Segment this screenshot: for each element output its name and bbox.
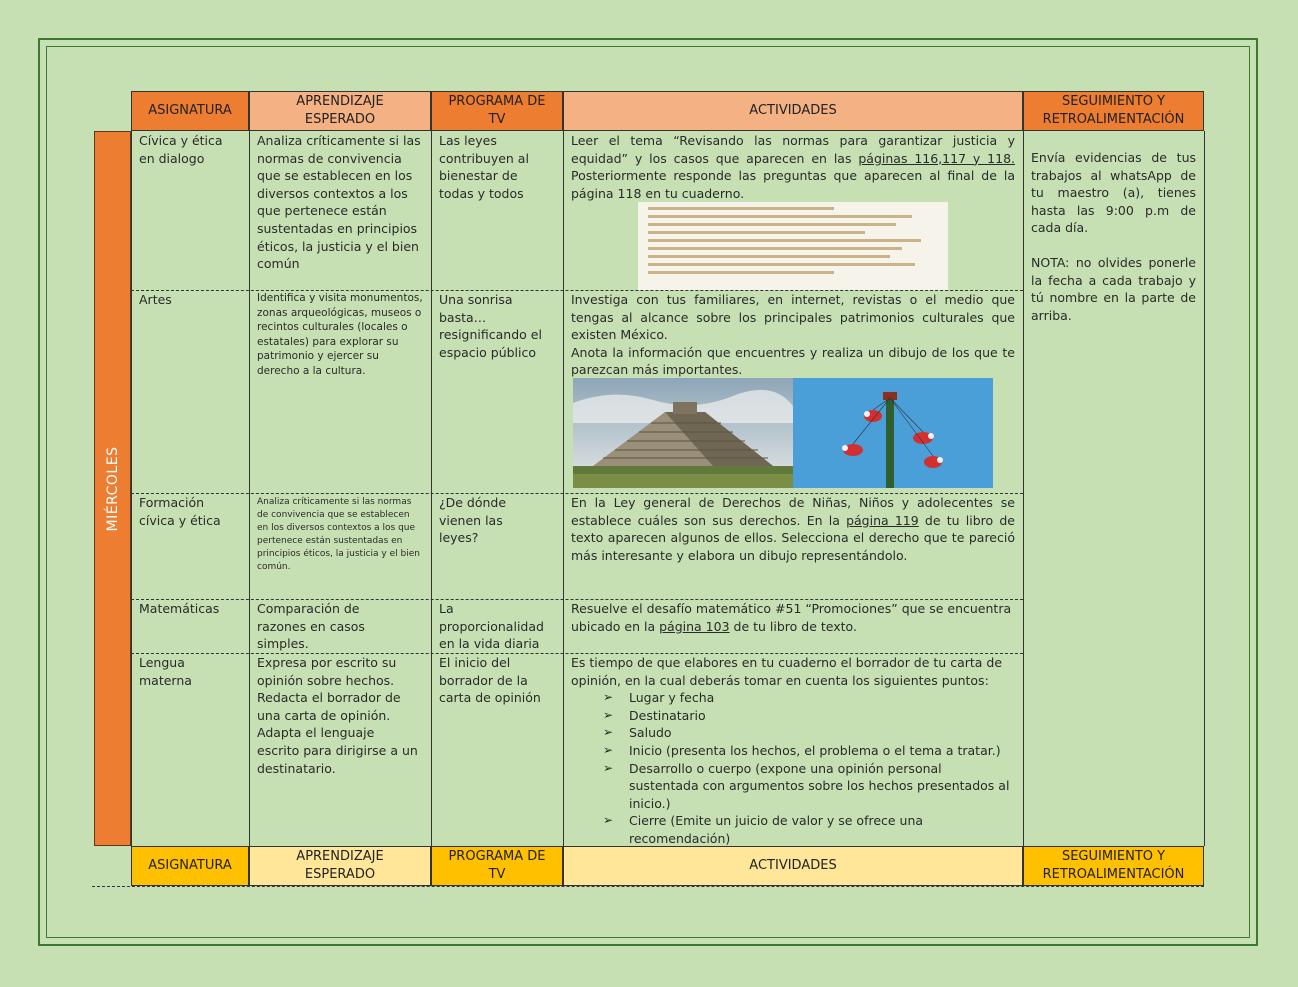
row3-aprendizaje: Analiza críticamente si las normas de convivencia que se establecen en los diversos contextos a los que pertenece están sustentadas en principios éticos, la justicia y el bien común. <box>257 497 420 572</box>
pyramid-photo <box>573 378 793 488</box>
bottom-rule <box>92 886 1204 887</box>
row3-actividad-text: En la Ley general de Derechos de Niñas, Niños y adolecentes se establece cuáles son sus derechos. En la <box>571 495 1015 528</box>
footer-actividades <box>563 846 1023 886</box>
seguimiento-note: NOTA: no olvides ponerle la fecha a cada trabajo y tú nombre en la parte de arriba. <box>1031 254 1196 323</box>
row1-actividad <box>563 131 1023 203</box>
list-item: ➢ Saludo <box>603 724 1015 742</box>
voladores-photo <box>793 378 993 488</box>
day-label: MIÉRCOLES <box>104 446 121 531</box>
footer-asignatura <box>131 846 249 886</box>
row2-actividad-text-2: Anota la información que encuentres y realiza un dibujo de los que te parezcan más importantes. <box>571 344 1015 378</box>
row4-asignatura: Matemáticas <box>139 601 220 616</box>
list-item: ➢ Desarrollo o cuerpo (expone una opinión personal sustentada con argumentos sobre los hechos presentados al inicio.) <box>603 760 1015 813</box>
row4-actividad-text: Resuelve el desafío matemático #51 “Promociones” que se encuentra ubicado en la <box>571 601 1012 634</box>
row2-actividad-text: Investiga con tus familiares, en internet, revistas o el medio que tengas al alcance sobre los principales patrimonios culturales que existen México. <box>571 292 1015 343</box>
row4-actividad <box>563 599 1023 653</box>
row3-asignatura: Formación cívica y ética <box>139 495 221 528</box>
list-item: ➢ Lugar y fecha <box>603 689 1015 707</box>
footer-actividades-label: ACTIVIDADES <box>749 858 837 873</box>
row1-actividad-text: Leer el tema “Revisando las normas para garantizar justicia y equidad” y los casos que aparecen en las <box>571 133 1015 166</box>
row4-programa: La proporcionalidad en la vida diaria <box>439 601 544 652</box>
row1-actividad-text-2: Posteriormente responde las preguntas que aparecen al final de la página 118 en tu cuaderno. <box>571 168 1015 201</box>
footer-aprendizaje-label: APRENDIZAJE ESPERADO <box>296 849 384 882</box>
header-actividades-label: ACTIVIDADES <box>749 103 837 118</box>
list-item: ➢ Cierre (Emite un juicio de valor y se ofrece una recomendación) <box>603 812 1015 847</box>
footer-asignatura-label: ASIGNATURA <box>148 858 232 873</box>
row1-aprendizaje: Analiza críticamente si las normas de convivencia que se establecen en los diversos contextos a los que pertenece están sustentadas en principios éticos, la justicia y el bien común <box>257 133 421 272</box>
header-actividades <box>563 91 1023 131</box>
row2-programa: Una sonrisa basta… resignificando el espacio público <box>439 292 542 360</box>
row3-actividad-link: página 119 <box>846 512 919 528</box>
footer-aprendizaje <box>249 846 431 886</box>
seguimiento-text: Envía evidencias de tus trabajos al whatsApp de tu maestro (a), tienes hasta las 9:00 p.m de cada día. <box>1031 150 1196 236</box>
textbook-questions-image <box>638 202 948 290</box>
day-label-cell <box>94 131 131 846</box>
row2-asignatura: Artes <box>139 292 172 307</box>
row5-aprendizaje: Expresa por escrito su opinión sobre hechos. Redacta el borrador de una carta de opinión. Adapta el lenguaje escrito para dirigirse a un destinatario. <box>257 655 418 776</box>
row1-programa: Las leyes contribuyen al bienestar de todas y todos <box>439 133 529 201</box>
row3-actividad <box>563 493 1023 599</box>
header-asignatura <box>131 91 249 131</box>
header-seguimiento-label: SEGUIMIENTO Y RETROALIMENTACIÓN <box>1042 94 1185 127</box>
footer-seguimiento <box>1023 846 1204 886</box>
header-aprendizaje <box>249 91 431 131</box>
header-asignatura-label: ASIGNATURA <box>148 103 232 118</box>
row3-actividad-text-2: de tu libro de texto aparecen algunos de ellos. Selecciona el derecho que te pareció más interesante y elabora un dibujo representándolo. <box>571 512 1015 563</box>
row2-aprendizaje: Identifica y visita monumentos, zonas arqueológicas, museos o recintos culturales (locales o estatales) para explorar su patrimonio y ejercer su derecho a la cultura. <box>257 292 423 377</box>
row5-asignatura: Lengua materna <box>139 655 192 688</box>
header-programa-label: PROGRAMA DE TV <box>448 94 546 127</box>
row5-programa: El inicio del borrador de la carta de opinión <box>439 655 541 706</box>
footer-programa <box>431 846 563 886</box>
row3-programa: ¿De dónde vienen las leyes? <box>439 495 507 546</box>
list-item: ➢ Destinatario <box>603 707 1015 725</box>
row1-actividad-link: páginas 116,117 y 118. <box>858 150 1015 166</box>
header-aprendizaje-label: APRENDIZAJE ESPERADO <box>296 94 384 127</box>
header-seguimiento <box>1023 91 1204 131</box>
row4-actividad-text-2: de tu libro de texto. <box>729 618 857 634</box>
grid-line <box>1204 131 1205 846</box>
header-programa <box>431 91 563 131</box>
list-item: ➢ Inicio (presenta los hechos, el problema o el tema a tratar.) <box>603 742 1015 760</box>
row1-asignatura: Cívica y ética en dialogo <box>139 133 223 166</box>
footer-seguimiento-label: SEGUIMIENTO Y RETROALIMENTACIÓN <box>1042 849 1185 882</box>
row2-actividad <box>563 290 1023 380</box>
row5-actividad <box>563 653 1023 846</box>
seguimiento-cell <box>1023 148 1204 348</box>
row4-actividad-link: página 103 <box>659 618 730 634</box>
row5-actividad-intro: Es tiempo de que elabores en tu cuaderno el borrador de tu carta de opinión, en la cual deberás tomar en cuenta los siguientes puntos: <box>571 655 1003 688</box>
row4-aprendizaje: Comparación de razones en casos simples. <box>257 601 365 652</box>
footer-programa-label: PROGRAMA DE TV <box>448 849 546 882</box>
